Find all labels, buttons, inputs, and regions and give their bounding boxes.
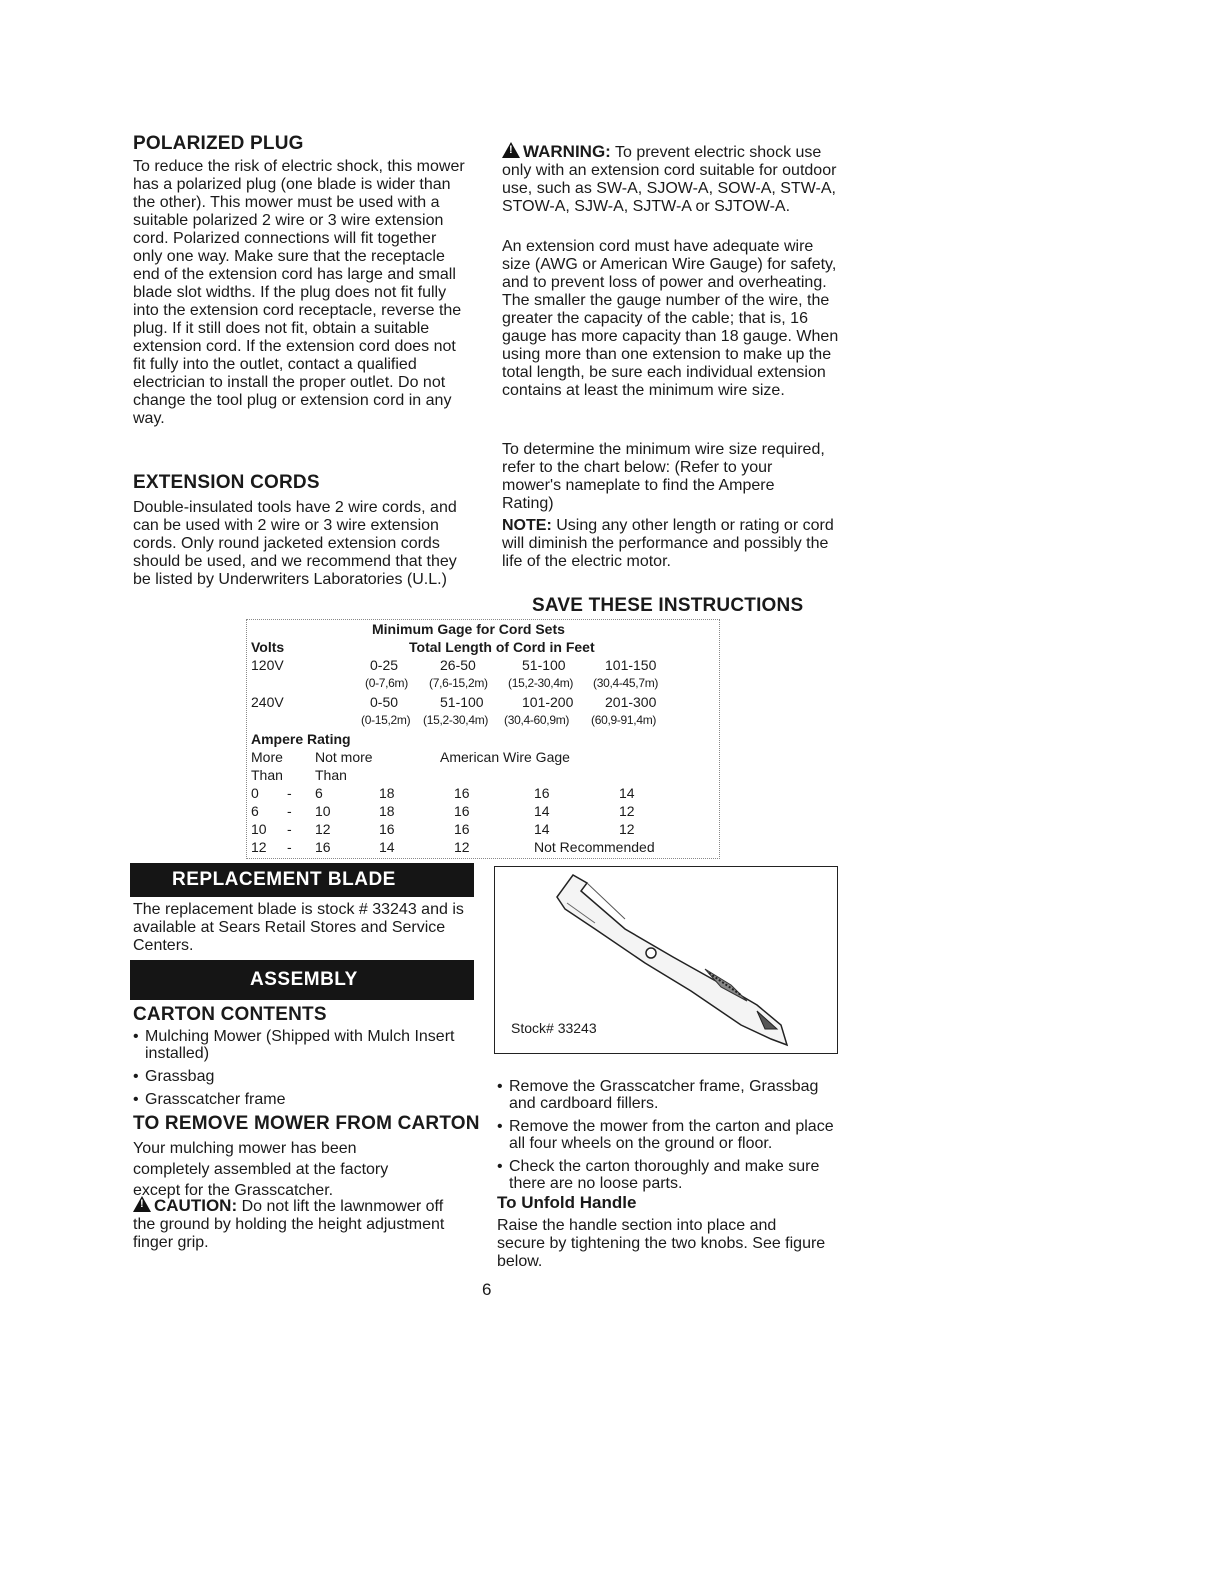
amp-dash: - [287,821,292,837]
gage-cell: 18 [379,785,395,801]
caution-icon [133,1196,151,1212]
range-cell: 0-50 [370,694,399,710]
list-item: • Check the carton thoroughly and make sure there are no loose parts. [497,1158,842,1192]
carton-contents-list [133,1028,463,1114]
note-text: Using any other length or rating or cord will diminish the performance and possibly the life of the electric motor. [502,517,834,570]
polarized-plug-heading: POLARIZED PLUG [133,133,304,154]
remove-mower-text: Your mulching mower has been completely assembled at the factory except for the Grasscatcher. [133,1140,389,1199]
cord-gage-table [246,619,720,859]
amp-to: 16 [315,839,331,855]
caution-label: CAUTION: [154,1196,238,1215]
range-cell: 0-25 [370,657,399,673]
unfold-handle-text: Raise the handle section into place and secure by tightening the two knobs. See figure below. [497,1217,826,1270]
page-number: 6 [482,1280,492,1299]
note-paragraph [502,517,842,571]
caution-paragraph [133,1196,468,1252]
metric-cell: (30,4-60,9m) [504,713,570,727]
gage-cell: 14 [379,839,395,855]
gage-cell: 12 [454,839,470,855]
save-instructions-heading: SAVE THESE INSTRUCTIONS [532,595,804,616]
not-more-label: Not more [315,749,373,765]
range-cell: 201-300 [605,694,657,710]
range-cell: 101-150 [605,657,657,673]
ampere-label: Ampere Rating [251,731,351,747]
gage-cell: 12 [619,803,635,819]
metric-cell: (15,2-30,4m) [423,713,489,727]
amp-to: 10 [315,803,331,819]
gage-cell: 12 [619,821,635,837]
list-item: • Remove the mower from the carton and place all four wheels on the ground or floor. [497,1118,842,1152]
volts-240: 240V [251,694,284,710]
amp-dash: - [287,839,292,855]
metric-cell: (0-7,6m) [365,676,408,690]
gage-cell: 14 [534,803,550,819]
list-item: • Grassbag [133,1068,463,1085]
determine-text: To determine the minimum wire size required, refer to the chart below: (Refer to your mower's nameplate to find the Ampere Rating) [502,441,825,512]
gage-cell: 18 [379,803,395,819]
metric-cell: (60,9-91,4m) [591,713,657,727]
warning-icon [502,142,520,158]
warning-text: To prevent electric shock use only with an extension cord suitable for outdoor use, such as SW-A, SJOW-A, SOW-A, STW-A, STOW-A, SJW-A, SJTW-A or SJTOW-A. [502,144,837,215]
amp-from: 12 [251,839,267,855]
gage-cell: 14 [619,785,635,801]
more-label: More [251,749,283,765]
polarized-plug-text: To reduce the risk of electric shock, this mower has a polarized plug (one blade is wider than the other). This mower must be used with a suitable polarized 2 wire or 3 wire extension cord. Polarized connections will fit together only one way. Make sure that the receptacle end of the extension cord has large and small blade slot widths. If the plug does not fit fully into the extension cord receptacle, reverse the plug. If it still does not fit, obtain a suitable extension cord. If the extension cord does not fit fully into the outlet, contact a qualified electrician to install the proper outlet. Do not change the tool plug or extension cord in any way. [133,158,465,427]
gage-cell: 16 [379,821,395,837]
unfold-handle-heading: To Unfold Handle [497,1193,637,1212]
range-cell: 51-100 [522,657,566,673]
table-title: Minimum Gage for Cord Sets [372,621,565,637]
than-label: Than [315,767,347,783]
unpack-steps-list [497,1078,842,1198]
amp-dash: - [287,803,292,819]
metric-cell: (7,6-15,2m) [429,676,488,690]
extension-cords-text: Double-insulated tools have 2 wire cords, and can be used with 2 wire or 3 wire extension cords. Only round jacketed extension cords should be used, and we recommend that they be listed by Underwriters Laboratories (U.L.) [133,499,457,588]
awg-label: American Wire Gage [440,749,570,765]
metric-cell: (30,4-45,7m) [593,676,659,690]
gage-cell: Not Recommended [534,839,655,855]
list-item: • Remove the Grasscatcher frame, Grassbag and cardboard fillers. [497,1078,842,1112]
volts-120: 120V [251,657,284,673]
wire-size-text: An extension cord must have adequate wire size (AWG or American Wire Gauge) for safety, and to prevent loss of power and overheating. The smaller the gauge number of the wire, the greater the capacity of the cable; that is, 16 gauge has more capacity than 18 gauge. When using more than one extension to make up the total length, be sure each individual extension contains at least the minimum wire size. [502,238,839,399]
gage-cell: 16 [454,785,470,801]
amp-to: 6 [315,785,323,801]
gage-cell: 16 [454,803,470,819]
warning-label: WARNING: [523,142,611,161]
blade-figure [494,866,838,1054]
warning-paragraph [502,142,838,216]
note-label: NOTE: [502,517,552,534]
gage-cell: 16 [454,821,470,837]
remove-mower-heading: TO REMOVE MOWER FROM CARTON [133,1113,480,1134]
list-item: • Mulching Mower (Shipped with Mulch Insert installed) [133,1028,463,1062]
length-label: Total Length of Cord in Feet [409,639,595,655]
assembly-banner: ASSEMBLY [130,960,474,1000]
gage-cell: 16 [534,785,550,801]
range-cell: 101-200 [522,694,574,710]
metric-cell: (0-15,2m) [361,713,411,727]
carton-contents-heading: CARTON CONTENTS [133,1004,327,1025]
caution-text: Do not lift the lawnmower off the ground by holding the height adjustment finger grip. [133,1198,445,1251]
amp-dash: - [287,785,292,801]
gage-cell: 14 [534,821,550,837]
amp-to: 12 [315,821,331,837]
amp-from: 10 [251,821,267,837]
metric-cell: (15,2-30,4m) [508,676,574,690]
range-cell: 26-50 [440,657,476,673]
extension-cords-heading: EXTENSION CORDS [133,472,320,493]
replacement-blade-text: The replacement blade is stock # 33243 and is available at Sears Retail Stores and Service Centers. [133,901,464,954]
replacement-blade-banner: REPLACEMENT BLADE [130,863,474,897]
than-label: Than [251,767,283,783]
volts-label: Volts [251,639,285,655]
amp-from: 6 [251,803,259,819]
amp-from: 0 [251,785,259,801]
list-item: • Grasscatcher frame [133,1091,463,1108]
range-cell: 51-100 [440,694,484,710]
blade-caption: Stock# 33243 [511,1020,597,1036]
